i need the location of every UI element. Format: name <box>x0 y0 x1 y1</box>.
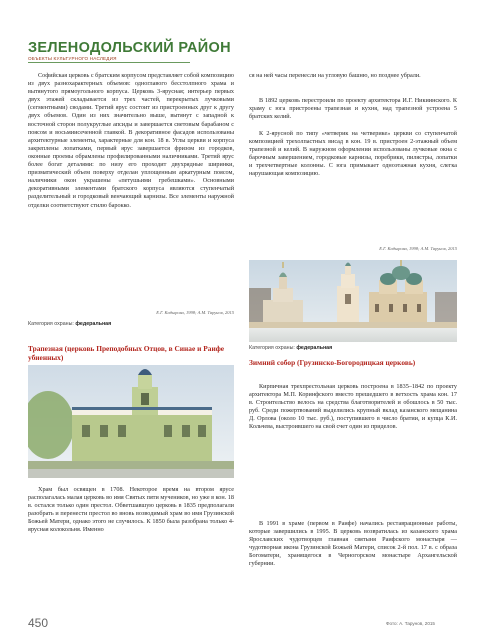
right-caption: Е.Г. Кадырова, 1998; А.М. Тарунов, 2015 <box>379 246 457 251</box>
photo-credit: Фото: А. Тарунов, 2015 <box>386 621 435 626</box>
monastery-photo <box>249 260 457 342</box>
refectory-photo <box>28 365 234 478</box>
page-number: 450 <box>28 616 49 630</box>
left-protection-category <box>28 321 111 327</box>
refectory-photo-label: Трапезная (церковь Преподобных Отцов, в Синае и Раифе убиенных) <box>28 344 225 362</box>
section-subhead: ОБЪЕКТЫ КУЛЬТУРНОГО НАСЛЕДИЯ <box>28 56 117 61</box>
right-column-text-1: ся на ней часы перенесли на угловую башню, но позднее убрали. <box>249 72 421 79</box>
right-column-text-2: В 1892 церковь перестроили по проекту архитектора И.Г. Никиинского. К храму с юга пристроены трапезная и кухня, над трапезной устроена 5 братских келий. <box>249 97 457 121</box>
region-title: ЗЕЛЕНОДОЛЬСКИЙ РАЙОН <box>28 40 231 56</box>
protection-value: федеральная <box>296 345 333 351</box>
left-column-text: Софийская церковь с братским корпусом представляет собой композицию из двух разнохарактерных объемов: одноглавого бесстолпного храма и вытянутого прямоугольного корпуса. Церковь 3-ярусная; интерьер первых двух этажей складывается из трех частей, перекрытых лучковыми (сегментными) сводами. Третий ярус состоит из пристроенных друг к другу двух объемов. Один из них значительно выше, вытянут с западной к восточной сторон полукруглые апсиды и завершается световым барабаном с поясом и восьмиисеченной главкой. В декоративное фасадов использованы архитектурные элементы, характерные для кон. 18 в. Углы церкви и корпуса закреплены лопатками, первый ярус завершается фризом из городков, оконные проемы обрамлены профилированными наличниками. Третий ярус более богат деталями: по низу его проходит двухрядные ширинки, призматический объем поверху отделан уплощенным аркатурным поясом, наличники окон украшены «петушьими гребешками». Основными декоративными элементами братского корпуса являются ступенчатый разделительный и городковый венчающий карнизы. Все элементы наружной отделки соответствуют стилю барокко. <box>28 72 234 209</box>
right-protection-category <box>249 345 332 351</box>
cathedral-text-2: В 1991 в храме (первом в Раифе) начались реставрационные работы, которые завершились в 1995. В церковь возвратилась из казанского храма Ярославских чудотворцев главная святыня Раифского монастыря — чудотворная икона Грузинской Божьей Матери, список 2-й пол. 17 в. с образа Богоматери, хранящегося в Черногорском монастыре Архангельской губернии. <box>249 520 457 568</box>
protection-value: федеральная <box>75 321 112 327</box>
section-title: Зимний собор (Грузинско-Богородицкая церковь) <box>249 358 416 367</box>
right-column-text-3: К 2-ярусной по типу «четверик на четверике» церкви со ступенчатой композицией трехолпастных висад в кон. 19 в. пристроен 2-этажный объем трапезной и келий. В наружном оформлении использованы лучковые окна с барочным завершением, городковые карнизы, поребрики, пилястры, лопатки и трехчетвертные колонны. С юга примыкает одноэтажная кухня, слегка нарушающая композицию. <box>249 130 457 178</box>
cathedral-text-1: Кирпичная трехпрестольная церковь построена в 1835–1842 по проекту архитектора М.П. Коринфского вместо прешедшего в ветхость храма кон. 17 в. Строительство велось на средства благотворителей и обошлось в 50 тыс. руб. Среди пожертвований выделились крупный вклад казанского мещанина Д. Орлова (около 10 тыс. руб.), поступившего в число братии, и купца К.И. Кольчева, выстроившего на свой счет один из приделов. <box>249 383 457 431</box>
protection-label: Категория охраны: <box>28 321 74 327</box>
refectory-text: Храм был освящен в 1708. Некоторое время на втором ярусе располагалась малая церковь во имя Святых пяти мучеников, но уже в кон. 18 в. остался только один престол. Обветшавшую церковь в 1835 предполагали разобрать и перенести престол во вновь возводимый храм во имя Грузинской Божьей Матери, однако этого не случилось. К 1850 была разобрана только 4-ярусная колокольня. Именно <box>28 486 234 534</box>
protection-label: Категория охраны: <box>249 345 295 351</box>
left-caption: Е.Г. Кадырова, 1998; А.М. Тарунов, 2015 <box>156 310 234 315</box>
header-rule <box>28 62 190 63</box>
